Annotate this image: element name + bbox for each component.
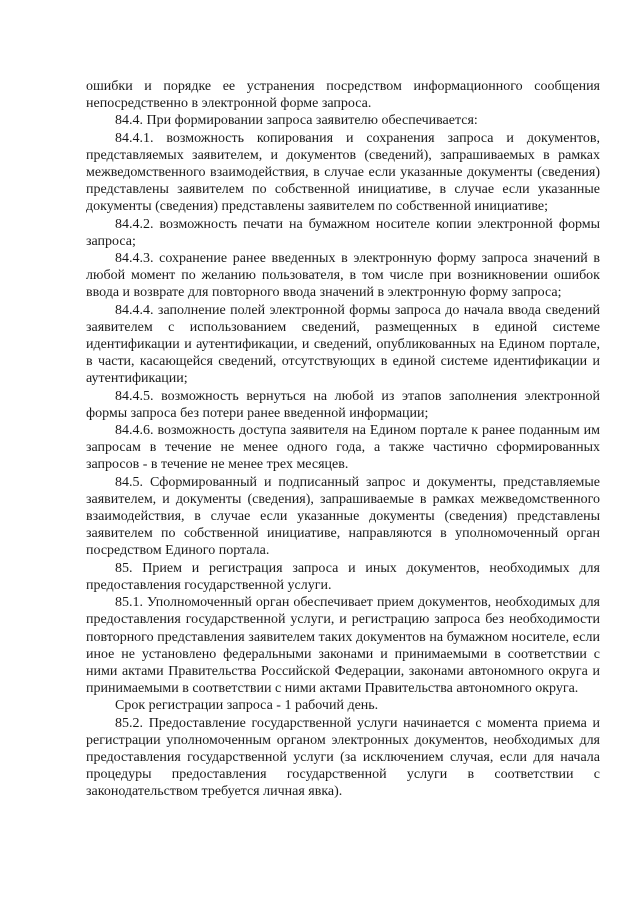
paragraph-registration-term: Срок регистрации запроса - 1 рабочий день. (115, 698, 379, 714)
paragraph-continuation: ошибки и порядке ее устранения посредством информационного сообщения непосредственно в электронной форме запроса. (86, 79, 600, 112)
paragraph-84-4: 84.4. При формировании запроса заявителю обеспечивается: (115, 113, 478, 129)
paragraph-85-1: 85.1. Уполномоченный орган обеспечивает прием документов, необходимых для предоставления государственной услуги, и регистрацию запроса без необходимости повторного представления заявителем таких документов на бумажном носителе, если иное не установлено федеральными законами и принимаемыми в соответствии с ними актами Правительства Российской Федерации, законами автономного округа и принимаемыми в соответствии с ними актами Правительства автономного округа. (86, 595, 600, 697)
paragraph-85: 85. Прием и регистрация запроса и иных документов, необходимых для предоставления государственной услуги. (86, 560, 600, 593)
paragraph-84-4-6: 84.4.6. возможность доступа заявителя на Едином портале к ранее поданным им запросам в течение не менее одного года, а также частично сформированных запросов - в течение не менее трех месяцев. (86, 423, 600, 473)
paragraph-84-4-4: 84.4.4. заполнение полей электронной формы запроса до начала ввода сведений заявителем с использованием сведений, размещенных в единой системе идентификации и аутентификации, и сведений, опубликованных на Едином портале, в части, касающейся сведений, отсутствующих в единой системе идентификации и аутентификации; (86, 302, 600, 387)
paragraph-84-5: 84.5. Сформированный и подписанный запрос и документы, представляемые заявителем, и документы (сведения), запрашиваемые в рамках межведомственного взаимодействия, в случае если указанные документы (сведения) представлены заявителем по собственной инициативе, направляются в уполномоченный орган посредством Единого портала. (86, 474, 600, 559)
paragraph-84-4-5: 84.4.5. возможность вернуться на любой из этапов заполнения электронной формы запроса без потери ранее введенной информации; (86, 388, 600, 421)
paragraph-84-4-3: 84.4.3. сохранение ранее введенных в электронную форму запроса значений в любой момент по желанию пользователя, в том числе при возникновении ошибок ввода и возврате для повторного ввода значений в электронную форму запроса; (86, 251, 600, 301)
paragraph-84-4-2: 84.4.2. возможность печати на бумажном носителе копии электронной формы запроса; (86, 216, 600, 249)
paragraph-84-4-1: 84.4.1. возможность копирования и сохранения запроса и документов, представляемых заявителем, и документов (сведений), запрашиваемых в рамках межведомственного взаимодействия, в случае если указанные документы (сведения) представлены заявителем по собственной инициативе, в случае если указанные документы (сведения) представлены заявителем по собственной инициативе; (86, 130, 600, 215)
paragraph-85-2: 85.2. Предоставление государственной услуги начинается с момента приема и регистрации уполномоченным органом электронных документов, необходимых для предоставления государственной услуги (за исключением случая, если для начала процедуры предоставления государственной услуги в соответствии с законодательством требуется личная явка). (86, 715, 600, 800)
